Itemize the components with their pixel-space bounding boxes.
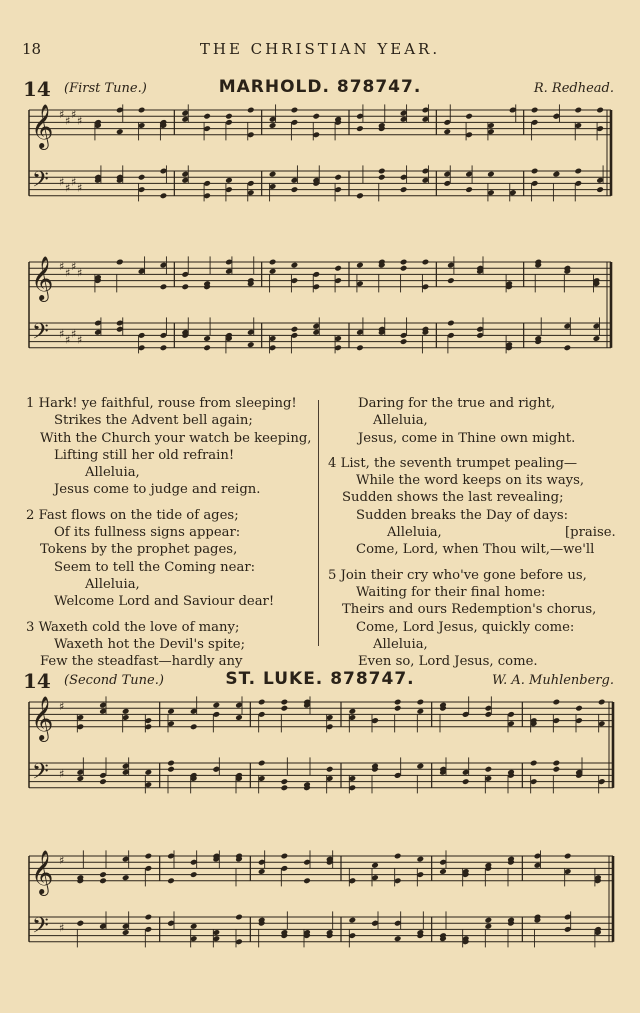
tune-name: MARHOLD. 878747. (218, 77, 422, 97)
sharp-sign: ♯ (59, 921, 65, 935)
sharp-sign: ♯ (59, 767, 65, 781)
column-divider (318, 400, 319, 646)
verse-line: While the word keeps on its ways, (356, 473, 585, 489)
treble-clef: 𝄞 (31, 255, 54, 300)
verse-line: Come, Lord, when Thou wilt,—we'll (356, 542, 595, 558)
verse-line: Alleluia, (85, 465, 140, 481)
verse-line: Tokens by the prophet pages, (40, 542, 238, 558)
hymn-header-second (0, 671, 640, 695)
sharp-sign: ♯ (59, 327, 65, 341)
bass-clef: 𝄢 (32, 319, 49, 350)
sharp-sign: ♯ (77, 114, 83, 128)
verse-line: Strikes the Advent bell again; (54, 413, 253, 429)
verse-line: Theirs and ours Redemption's chorus, (342, 602, 597, 618)
verse-3 (26, 619, 312, 671)
composer: W. A. Muhlenberg. (492, 673, 614, 688)
treble-clef: 𝄞 (31, 103, 54, 148)
verse-line: Alleluia, (387, 525, 442, 541)
sharp-sign: ♯ (59, 108, 65, 122)
hymn-number: 14 (23, 669, 51, 693)
sharp-sign: ♯ (71, 260, 77, 274)
page-number: 18 (22, 40, 42, 58)
sharp-sign: ♯ (65, 333, 71, 347)
verse-column-right (328, 395, 618, 670)
tune-name: ST. LUKE. 878747. (225, 669, 415, 689)
verse-4 (328, 455, 618, 559)
verse-line: Few the steadfast—hardly any (40, 654, 243, 670)
treble-clef: 𝄞 (31, 849, 54, 894)
verse-column-left (26, 395, 312, 670)
verse-line: Lifting still her old refrain! (54, 447, 235, 463)
verse-5 (328, 567, 618, 671)
composer: R. Redhead. (533, 81, 614, 96)
verse-line: Seem to tell the Coming near: (54, 559, 256, 575)
sharp-sign: ♯ (59, 854, 65, 868)
verse-3-continued (328, 395, 618, 447)
verse-line: With the Church your watch be keeping, (40, 430, 312, 446)
sharp-sign: ♯ (71, 327, 77, 341)
bass-clef: 𝄢 (32, 167, 49, 198)
verse-line: 1 Hark! ye faithful, rouse from sleeping! (26, 396, 297, 411)
verse-1 (26, 395, 312, 499)
verse-line: 5 Join their cry who've gone before us, (328, 567, 587, 583)
sharp-sign: ♯ (59, 175, 65, 189)
sharp-sign: ♯ (59, 260, 65, 274)
verse-line: 2 Fast flows on the tide of ages; (26, 507, 239, 523)
sharp-sign: ♯ (65, 114, 71, 128)
sharp-sign: ♯ (77, 333, 83, 347)
running-title: THE CHRISTIAN YEAR. (199, 40, 441, 58)
verse-line-with-turnover (387, 524, 618, 541)
verse-line: 3 Waxeth cold the love of many; (26, 619, 240, 635)
verse-line: Sudden shows the last revealing; (342, 490, 564, 506)
verse-line: Alleluia, (85, 576, 140, 592)
verse-line: Daring for the true and right, (358, 396, 556, 411)
verse-line: Waxeth hot the Devil's spite; (54, 636, 246, 652)
sharp-sign: ♯ (77, 266, 83, 280)
sharp-sign: ♯ (65, 266, 71, 280)
sharp-sign: ♯ (71, 175, 77, 189)
sharp-sign: ♯ (59, 700, 65, 714)
verse-line: Sudden breaks the Day of days: (356, 507, 569, 523)
verse-line: Waiting for their final home: (356, 584, 546, 600)
tune-subtitle: (Second Tune.) (64, 673, 164, 688)
sharp-sign: ♯ (65, 181, 71, 195)
sharp-sign: ♯ (77, 181, 83, 195)
turnover-word: [praise. (565, 525, 616, 541)
sharp-sign: ♯ (71, 108, 77, 122)
verse-line: Even so, Lord Jesus, come. (358, 654, 538, 670)
treble-clef: 𝄞 (31, 695, 54, 740)
tune-subtitle: (First Tune.) (64, 81, 147, 96)
bass-clef: 𝄢 (32, 913, 49, 944)
bass-clef: 𝄢 (32, 759, 49, 790)
verse-line: Of its fullness signs appear: (54, 525, 241, 541)
verse-line: Alleluia, (373, 413, 428, 429)
verse-2 (26, 507, 312, 611)
verse-line: Welcome Lord and Saviour dear! (54, 594, 275, 610)
verse-line: Jesus come to judge and reign. (54, 482, 261, 498)
hymn-number: 14 (23, 77, 51, 101)
verse-line: Alleluia, (373, 636, 428, 652)
verse-line: 4 List, the seventh trumpet pealing— (328, 455, 578, 471)
verse-line: Come, Lord Jesus, quickly come: (356, 619, 575, 635)
verse-line: Jesus, come in Thine own might. (358, 430, 576, 446)
